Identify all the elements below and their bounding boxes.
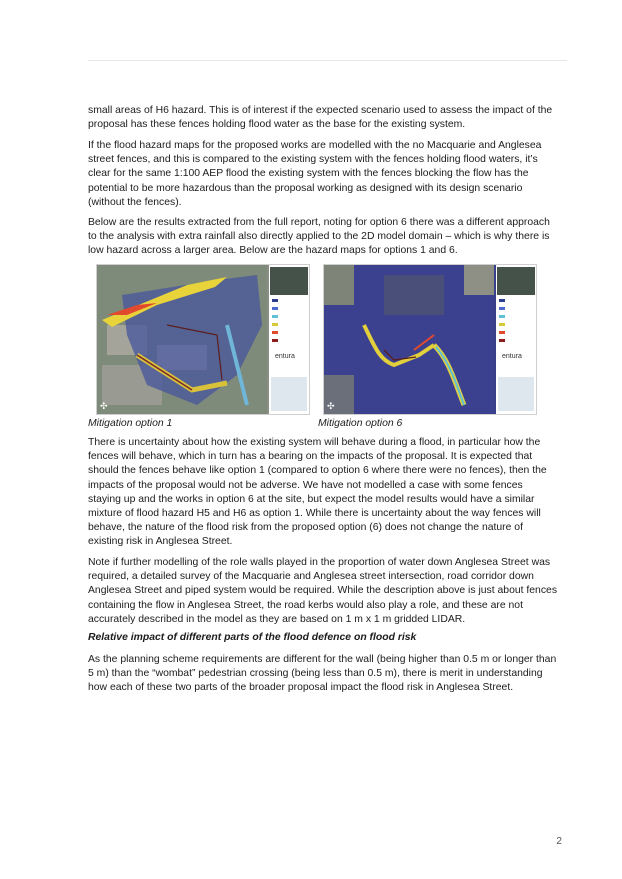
section-heading: Relative impact of different parts of the flood defence on flood risk — [88, 632, 417, 643]
paragraph-2: If the flood hazard maps for the proposed works are modelled with the no Macquarie and Anglesea street fences, and this is compared to the existing system with the fences holding flood waters, it’s clear for the same 1:100 AEP flood the existing system with the fences blocking the flow has the potential to be more hazardous than the proposal working as designed with its design scenario (without the fences). — [88, 140, 542, 208]
page-number: 2 — [556, 836, 562, 847]
caption-option-6: Mitigation option 6 — [318, 418, 403, 429]
entura-logo: entura — [502, 353, 522, 360]
header-rule — [88, 60, 567, 61]
paragraph-1: small areas of H6 hazard. This is of interest if the expected scenario used to assess the impact of the proposal has these fences holding flood water as the base for the existing system. — [88, 105, 553, 131]
paragraph-4: There is uncertainty about how the existing system will behave during a flood, in particular how the fences will behave, which in turn has a bearing on the impacts of the proposal. It is expected that should the fences behave like option 1 (compared to option 6 where there were no fences), then the impacts of the proposal would not be adverse. We have not modelled a case with some fences staying up and the works in option 6 at the site, but expect the model results would have a similar mixture of flood hazard H5 and H6 as option 1. While there is uncertainty about the way fences will behave, the nature of the flood risk from the proposed option (6) does not change the nature of existing risk in Anglesea Street. — [88, 437, 547, 548]
paragraph-3: Below are the results extracted from the full report, noting for option 6 there was a different approach to the analysis with extra rainfall also directly applied to the 2D model domain – which is why there is low hazard across a larger area. Below are the hazard maps for options 1 and 6. — [88, 217, 550, 257]
hazard-map-option-1 — [96, 264, 310, 415]
entura-logo: entura — [275, 353, 295, 360]
paragraph-6: As the planning scheme requirements are different for the wall (being higher than 0.5 m or longer than 5 m) than the “wombat” pedestrian crossing (being less than 0.5 m), there is merit in understanding how each of these two parts of the broader proposal impact the flood risk in Anglesea Street. — [88, 654, 557, 694]
paragraph-5: Note if further modelling of the role walls played in the proportion of water down Anglesea Street was required, a detailed survey of the Macquarie and Anglesea street intersection, road corridor down Anglesea Street and piped system would be required. While the description above is just about fences containing the flow in Anglesea Street, the road kerbs would also play a role, and these are not accurately described in the model as they are based on 1 m x 1 m gridded LIDAR. — [88, 557, 558, 625]
compass-icon: ✣ — [100, 401, 108, 411]
compass-icon: ✣ — [327, 401, 335, 411]
caption-option-1: Mitigation option 1 — [88, 418, 173, 429]
hazard-map-option-6 — [323, 264, 537, 415]
